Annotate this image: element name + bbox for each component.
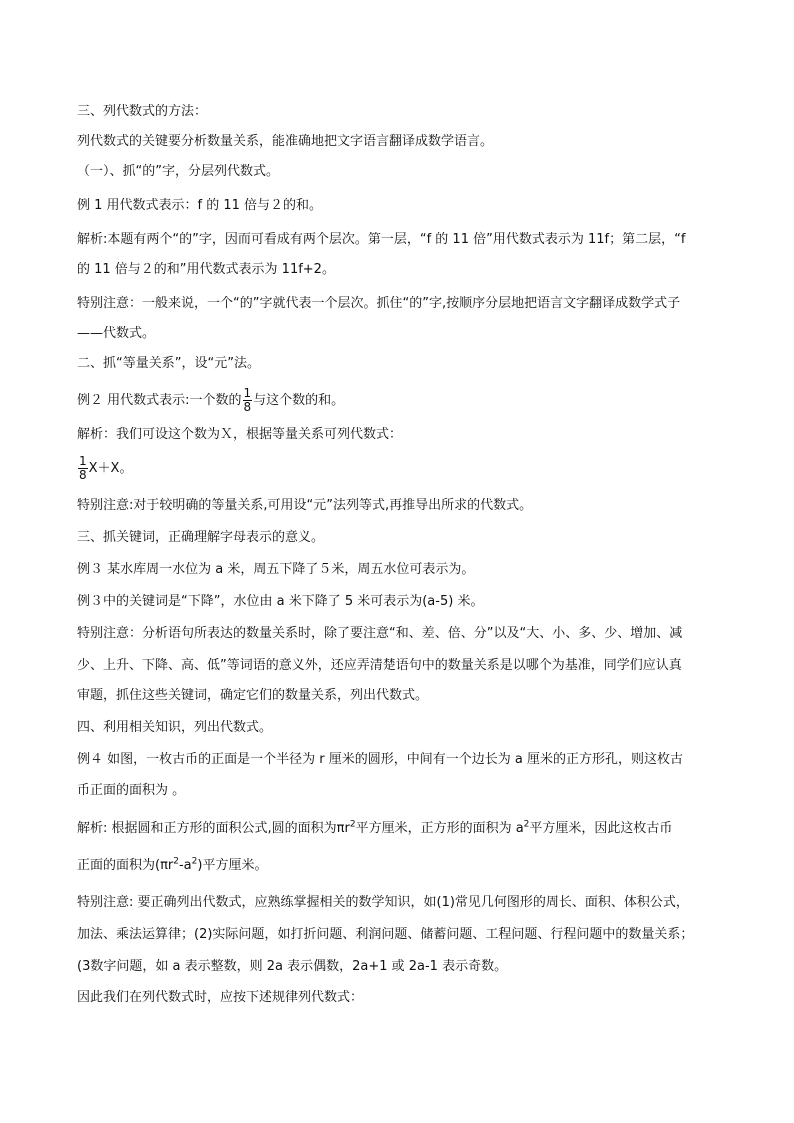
example-3-analysis: 例３中的关键词是“下降”，水位由 a 米下降了 5 米可表示为(a-5) 米。 (77, 594, 484, 609)
note-line: 加法、乘法运算律；(2)实际问题，如打折问题、利润问题、储蓄问题、工程问题、行程问题中的数量关系； (77, 927, 694, 942)
analysis-text: -a (178, 858, 192, 873)
note-line: 审题，抓住这些关键词，确定它们的数量关系，列出代数式。 (77, 688, 429, 703)
example-2-text: 例２ 用代数式表示:一个数的 (77, 393, 242, 408)
analysis-text: 正面的面积为(πr (77, 858, 174, 873)
note-line: 特别注意: 要正确列出代数式，应熟练掌握相关的数学知识，如(1)常见几何图形的周长、面积、体积公式， (77, 895, 689, 910)
analysis-text: 平方厘米，因此这枚古币 (529, 821, 673, 836)
note-line: 特别注意:对于较明确的等量关系,可用设“元”法列等式,再推导出所求的代数式。 (77, 498, 533, 513)
analysis-text: 平方厘米，正方形的面积为 a (355, 821, 524, 836)
analysis-line: 解析:本题有两个“的”字，因而可看成有两个层次。第一层，“f 的 11 倍”用代数式表示为 11f；第二层，“f (77, 232, 686, 247)
analysis-text: 解析: 根据圆和正方形的面积公式,圆的面积为πr (77, 821, 350, 836)
analysis-line (77, 821, 672, 837)
example-2-text: 与这个数的和。 (253, 393, 345, 408)
example-4: 例４ 如图，一枚古币的正面是一个半径为 r 厘米的圆形，中间有一个边长为 a 厘米的正方形孔，则这枚古 (77, 752, 683, 767)
paragraph: 列代数式的关键要分析数量关系，能准确地把文字语言翻译成数学语言。 (77, 134, 494, 149)
section-heading-3: 三、列代数式的方法： (77, 104, 208, 119)
superscript: 2 (349, 819, 356, 830)
note-line: 特别注意：一般来说，一个“的”字就代表一个层次。抓住“的”字,按顺序分层地把语言文字翻译成数学式子 (77, 296, 681, 311)
analysis-line: 解析：我们可设这个数为Ｘ，根据等量关系可列代数式： (77, 427, 403, 442)
note-line: ——代数式。 (77, 326, 156, 341)
fraction-denominator: 8 (243, 400, 252, 414)
formula-line (77, 455, 132, 482)
note-line: (3数字问题，如 a 表示整数，则 2a 表示偶数，2a+1 或 2a-1 表示奇数。 (77, 959, 508, 974)
example-3: 例３ 某水库周一水位为 a 米，周五下降了５米，周五水位可表示为。 (77, 562, 475, 577)
analysis-line (77, 858, 267, 874)
subsection-heading: （一）、抓“的”字，分层列代数式。 (77, 164, 279, 179)
section-heading-4: 四、利用相关知识，列出代数式。 (77, 720, 273, 735)
example-1: 例 1 用代数式表示：f 的 11 倍与２的和。 (77, 198, 323, 213)
closing-line: 因此我们在列代数式时，应按下述规律列代数式： (77, 990, 364, 1005)
analysis-line: 的 11 倍与２的和”用代数式表示为 11f+2。 (77, 262, 335, 277)
fraction (243, 387, 253, 414)
note-line: 少、上升、下降、高、低”等词语的意义外，还应弄清楚语句中的数量关系是以哪个为基准，同学们应认真 (77, 658, 682, 673)
fraction (78, 455, 88, 482)
fraction-numerator: 1 (79, 454, 87, 468)
note-line: 特别注意：分析语句所表达的数量关系时，除了要注意“和、差、倍、分”以及“大、小、多、少、增加、减 (77, 626, 683, 641)
fraction-denominator: 8 (79, 468, 87, 482)
superscript: 2 (523, 819, 530, 830)
formula-text: X＋X。 (88, 461, 133, 476)
section-heading-3b: 三、抓关键词，正确理解字母表示的意义。 (77, 530, 325, 545)
superscript: 2 (191, 856, 198, 867)
example-4: 币正面的面积为 。 (77, 783, 186, 798)
superscript: 2 (173, 856, 179, 867)
example-2 (77, 387, 344, 414)
fraction-numerator: 1 (243, 386, 252, 400)
section-heading-2: 二、抓“等量关系”，设“元”法。 (77, 356, 260, 371)
analysis-text: )平方厘米。 (197, 858, 268, 873)
